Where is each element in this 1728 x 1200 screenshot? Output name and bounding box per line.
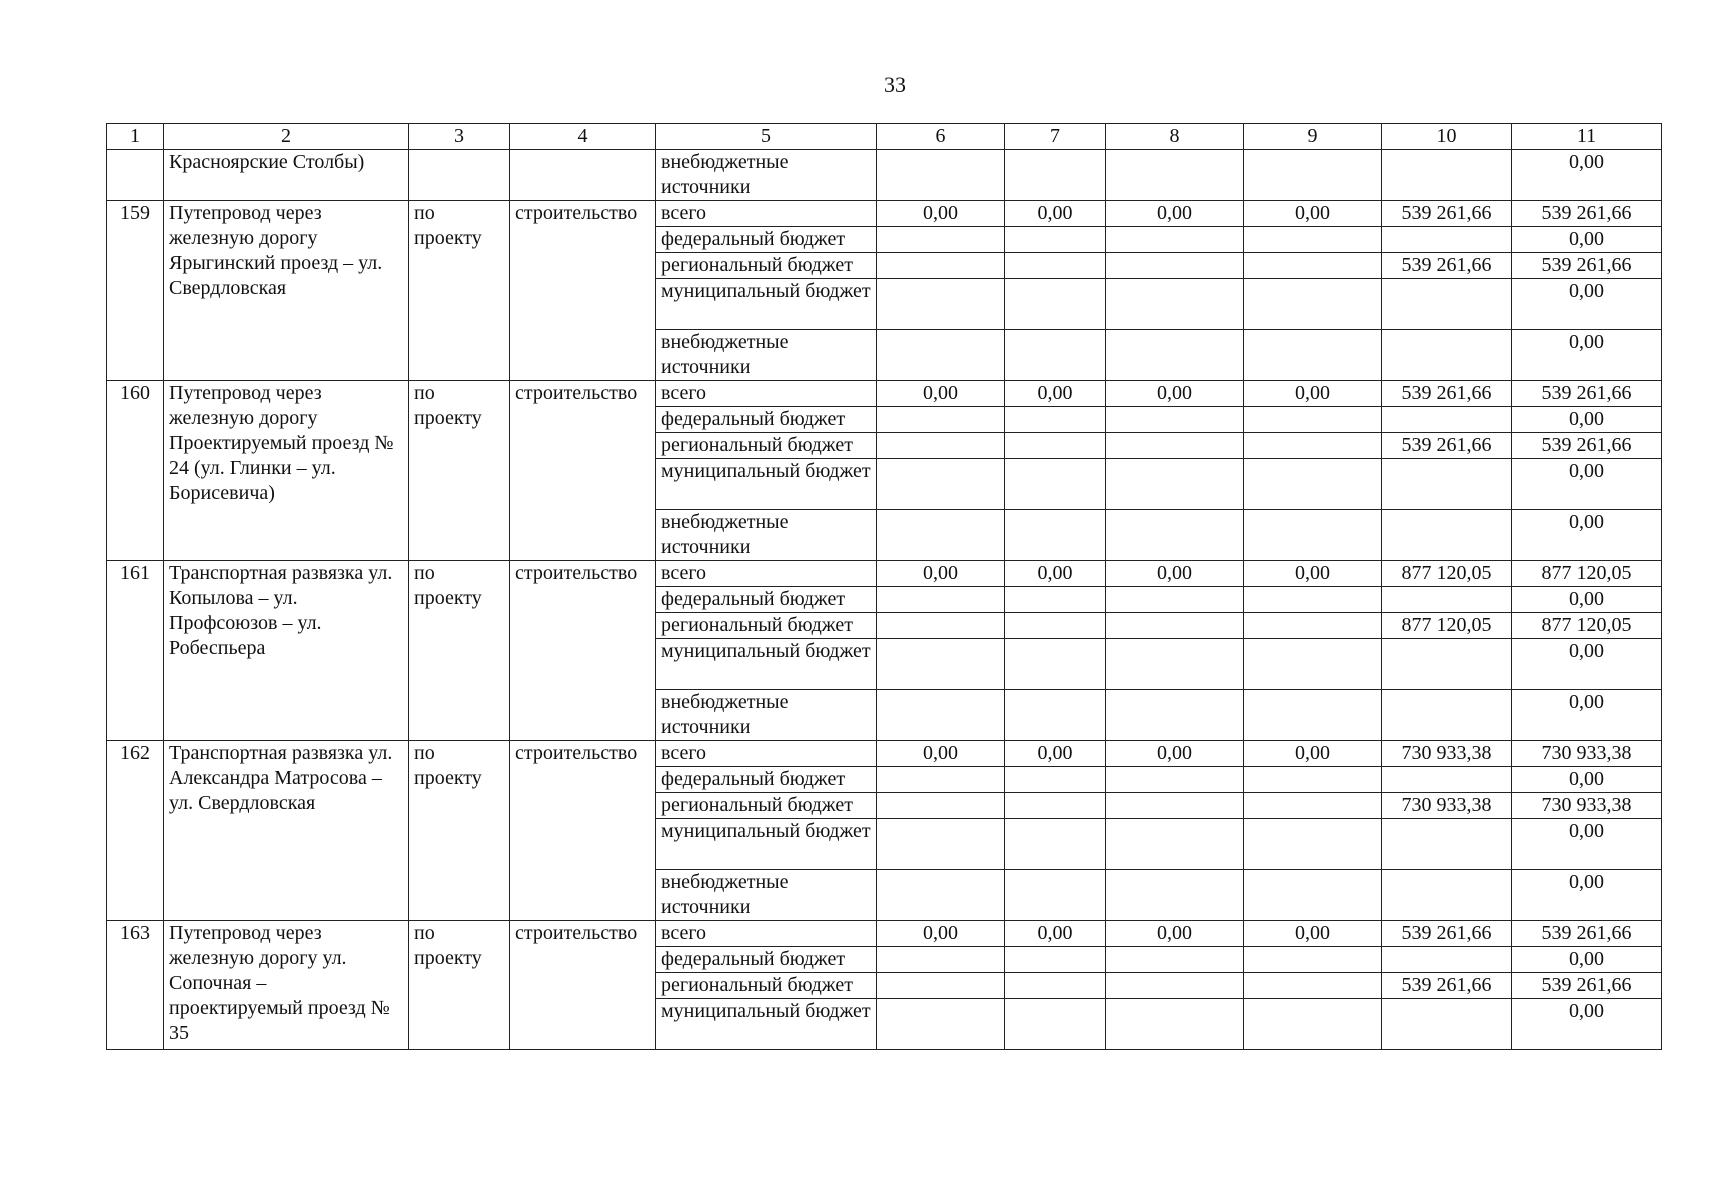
table-row bbox=[107, 741, 1662, 767]
value-cell bbox=[877, 150, 1005, 201]
value-cell: 0,00 bbox=[877, 381, 1005, 407]
col-header: 1 bbox=[107, 124, 164, 150]
cell bbox=[510, 150, 656, 201]
table-row bbox=[107, 381, 1662, 407]
value-cell bbox=[877, 870, 1005, 921]
table-row bbox=[107, 921, 1662, 947]
value-cell bbox=[1106, 973, 1244, 999]
value-cell: 0,00 bbox=[1512, 587, 1662, 613]
table-row bbox=[107, 201, 1662, 227]
value-cell bbox=[1382, 819, 1512, 870]
value-cell: 539 261,66 bbox=[1512, 381, 1662, 407]
value-cell bbox=[877, 793, 1005, 819]
value-cell bbox=[1106, 613, 1244, 639]
value-cell bbox=[1106, 639, 1244, 690]
value-cell: 877 120,05 bbox=[1512, 613, 1662, 639]
value-cell bbox=[1382, 150, 1512, 201]
value-cell: 539 261,66 bbox=[1512, 921, 1662, 947]
value-cell: 0,00 bbox=[1244, 741, 1382, 767]
value-cell bbox=[1244, 459, 1382, 510]
row-number: 162 bbox=[107, 741, 164, 921]
value-cell bbox=[1005, 819, 1106, 870]
funding-source: муниципальный бюджет bbox=[656, 639, 877, 690]
value-cell bbox=[1005, 690, 1106, 741]
value-cell bbox=[1382, 587, 1512, 613]
work-type: строительство bbox=[510, 381, 656, 561]
value-cell bbox=[1244, 999, 1382, 1050]
value-cell bbox=[1244, 433, 1382, 459]
value-cell bbox=[1244, 587, 1382, 613]
funding-source: муниципальный бюджет bbox=[656, 459, 877, 510]
value-cell bbox=[1005, 150, 1106, 201]
funding-source: федеральный бюджет bbox=[656, 227, 877, 253]
value-cell bbox=[1005, 587, 1106, 613]
value-cell bbox=[877, 999, 1005, 1050]
funding-source: региональный бюджет bbox=[656, 793, 877, 819]
value-cell: 0,00 bbox=[1512, 407, 1662, 433]
object-name: Транспортная развязка ул. Копылова – ул. Профсоюзов – ул. Робеспьера bbox=[164, 561, 409, 741]
table-row bbox=[107, 150, 1662, 201]
value-cell bbox=[1244, 613, 1382, 639]
value-cell bbox=[1244, 690, 1382, 741]
value-cell: 539 261,66 bbox=[1512, 433, 1662, 459]
value-cell: 0,00 bbox=[1106, 381, 1244, 407]
col-header: 2 bbox=[164, 124, 409, 150]
value-cell bbox=[1382, 459, 1512, 510]
value-cell bbox=[877, 459, 1005, 510]
table-row bbox=[107, 561, 1662, 587]
value-cell bbox=[1005, 330, 1106, 381]
value-cell bbox=[1382, 999, 1512, 1050]
work-basis: по проекту bbox=[409, 741, 510, 921]
value-cell: 0,00 bbox=[1005, 561, 1106, 587]
value-cell bbox=[877, 819, 1005, 870]
value-cell bbox=[877, 407, 1005, 433]
work-basis: по проекту bbox=[409, 201, 510, 381]
value-cell bbox=[1382, 947, 1512, 973]
value-cell bbox=[1106, 767, 1244, 793]
funding-source: федеральный бюджет bbox=[656, 767, 877, 793]
value-cell: 730 933,38 bbox=[1382, 741, 1512, 767]
work-type: строительство bbox=[510, 201, 656, 381]
value-cell bbox=[1005, 870, 1106, 921]
table-body bbox=[107, 124, 1662, 1050]
value-cell: 0,00 bbox=[1005, 201, 1106, 227]
value-cell bbox=[1106, 510, 1244, 561]
value-cell bbox=[1244, 973, 1382, 999]
value-cell bbox=[1005, 793, 1106, 819]
value-cell bbox=[1106, 793, 1244, 819]
value-cell bbox=[877, 227, 1005, 253]
value-cell: 0,00 bbox=[1512, 459, 1662, 510]
value-cell: 0,00 bbox=[1244, 381, 1382, 407]
value-cell bbox=[1106, 819, 1244, 870]
column-number-row bbox=[107, 124, 1662, 150]
col-header: 5 bbox=[656, 124, 877, 150]
value-cell bbox=[1106, 459, 1244, 510]
value-cell bbox=[1005, 253, 1106, 279]
value-cell bbox=[877, 330, 1005, 381]
value-cell bbox=[877, 279, 1005, 330]
funding-source: муниципальный бюджет bbox=[656, 279, 877, 330]
value-cell bbox=[1106, 587, 1244, 613]
value-cell: 539 261,66 bbox=[1382, 201, 1512, 227]
value-cell: 0,00 bbox=[1512, 999, 1662, 1050]
cell bbox=[409, 150, 510, 201]
value-cell: 0,00 bbox=[1512, 150, 1662, 201]
value-cell: 539 261,66 bbox=[1512, 973, 1662, 999]
value-cell bbox=[1244, 253, 1382, 279]
value-cell bbox=[1106, 330, 1244, 381]
value-cell: 730 933,38 bbox=[1512, 741, 1662, 767]
value-cell: 0,00 bbox=[1512, 227, 1662, 253]
value-cell: 0,00 bbox=[1512, 510, 1662, 561]
value-cell: 0,00 bbox=[1244, 561, 1382, 587]
value-cell bbox=[1382, 690, 1512, 741]
value-cell bbox=[1382, 407, 1512, 433]
value-cell bbox=[877, 639, 1005, 690]
value-cell bbox=[877, 947, 1005, 973]
value-cell bbox=[1382, 767, 1512, 793]
object-name: Транспортная развязка ул. Александра Матросова – ул. Свердловская bbox=[164, 741, 409, 921]
value-cell bbox=[1244, 870, 1382, 921]
value-cell: 0,00 bbox=[1244, 921, 1382, 947]
funding-source: федеральный бюджет bbox=[656, 407, 877, 433]
work-type: строительство bbox=[510, 921, 656, 1050]
value-cell: 0,00 bbox=[1005, 381, 1106, 407]
value-cell bbox=[1244, 150, 1382, 201]
work-basis: по проекту bbox=[409, 381, 510, 561]
object-name: Путепровод через железную дорогу ул. Сопочная – проектируемый проезд № 35 bbox=[164, 921, 409, 1050]
value-cell: 730 933,38 bbox=[1382, 793, 1512, 819]
value-cell bbox=[1005, 227, 1106, 253]
value-cell: 877 120,05 bbox=[1512, 561, 1662, 587]
value-cell: 539 261,66 bbox=[1382, 973, 1512, 999]
row-number: 163 bbox=[107, 921, 164, 1050]
work-type: строительство bbox=[510, 561, 656, 741]
value-cell bbox=[1106, 433, 1244, 459]
value-cell bbox=[1244, 510, 1382, 561]
row-number: 160 bbox=[107, 381, 164, 561]
value-cell bbox=[1005, 459, 1106, 510]
value-cell: 0,00 bbox=[1106, 561, 1244, 587]
value-cell: 0,00 bbox=[1244, 201, 1382, 227]
value-cell bbox=[1005, 973, 1106, 999]
value-cell bbox=[1106, 947, 1244, 973]
value-cell bbox=[877, 433, 1005, 459]
value-cell: 0,00 bbox=[1106, 921, 1244, 947]
value-cell bbox=[877, 510, 1005, 561]
value-cell bbox=[1244, 793, 1382, 819]
value-cell bbox=[1005, 407, 1106, 433]
funding-source: муниципальный бюджет bbox=[656, 819, 877, 870]
row-number: 159 bbox=[107, 201, 164, 381]
funding-source: региональный бюджет bbox=[656, 433, 877, 459]
value-cell: 877 120,05 bbox=[1382, 613, 1512, 639]
col-header: 9 bbox=[1244, 124, 1382, 150]
value-cell: 539 261,66 bbox=[1382, 921, 1512, 947]
value-cell: 0,00 bbox=[1512, 330, 1662, 381]
value-cell bbox=[1005, 767, 1106, 793]
funding-source: региональный бюджет bbox=[656, 253, 877, 279]
funding-source: внебюджетные источники bbox=[656, 510, 877, 561]
value-cell bbox=[1244, 279, 1382, 330]
budget-table bbox=[106, 123, 1662, 1050]
work-basis: по проекту bbox=[409, 921, 510, 1050]
page-number: 33 bbox=[884, 72, 906, 97]
value-cell bbox=[877, 587, 1005, 613]
funding-source: региональный бюджет bbox=[656, 973, 877, 999]
value-cell: 539 261,66 bbox=[1512, 201, 1662, 227]
value-cell: 0,00 bbox=[877, 921, 1005, 947]
value-cell bbox=[1106, 999, 1244, 1050]
value-cell: 0,00 bbox=[1512, 690, 1662, 741]
object-name: Путепровод через железную дорогу Проектируемый проезд № 24 (ул. Глинки – ул. Борисевича) bbox=[164, 381, 409, 561]
funding-source: внебюджетные источники bbox=[656, 150, 877, 201]
value-cell bbox=[1005, 433, 1106, 459]
value-cell bbox=[1244, 819, 1382, 870]
value-cell: 539 261,66 bbox=[1382, 253, 1512, 279]
value-cell bbox=[1005, 999, 1106, 1050]
value-cell: 0,00 bbox=[1512, 870, 1662, 921]
value-cell: 877 120,05 bbox=[1382, 561, 1512, 587]
object-name: Красноярские Столбы) bbox=[164, 150, 409, 201]
value-cell: 0,00 bbox=[1005, 921, 1106, 947]
value-cell bbox=[877, 613, 1005, 639]
value-cell bbox=[1106, 870, 1244, 921]
col-header: 7 bbox=[1005, 124, 1106, 150]
funding-source: федеральный бюджет bbox=[656, 587, 877, 613]
value-cell bbox=[1005, 613, 1106, 639]
value-cell: 0,00 bbox=[1512, 947, 1662, 973]
value-cell bbox=[1244, 947, 1382, 973]
value-cell: 539 261,66 bbox=[1382, 433, 1512, 459]
value-cell bbox=[1106, 227, 1244, 253]
value-cell bbox=[1382, 870, 1512, 921]
value-cell bbox=[1244, 227, 1382, 253]
funding-source: всего bbox=[656, 201, 877, 227]
value-cell bbox=[1244, 767, 1382, 793]
value-cell bbox=[1106, 690, 1244, 741]
value-cell: 0,00 bbox=[877, 561, 1005, 587]
value-cell: 0,00 bbox=[1005, 741, 1106, 767]
value-cell bbox=[1005, 639, 1106, 690]
value-cell bbox=[1382, 279, 1512, 330]
value-cell bbox=[877, 253, 1005, 279]
funding-source: всего bbox=[656, 381, 877, 407]
funding-source: всего bbox=[656, 561, 877, 587]
value-cell bbox=[1005, 947, 1106, 973]
value-cell: 0,00 bbox=[1106, 201, 1244, 227]
value-cell bbox=[1106, 150, 1244, 201]
value-cell bbox=[1244, 639, 1382, 690]
funding-source: всего bbox=[656, 921, 877, 947]
col-header: 4 bbox=[510, 124, 656, 150]
row-number: 161 bbox=[107, 561, 164, 741]
value-cell bbox=[1106, 279, 1244, 330]
value-cell: 0,00 bbox=[1512, 767, 1662, 793]
work-basis: по проекту bbox=[409, 561, 510, 741]
col-header: 6 bbox=[877, 124, 1005, 150]
col-header: 3 bbox=[409, 124, 510, 150]
value-cell bbox=[1382, 227, 1512, 253]
funding-source: внебюджетные источники bbox=[656, 330, 877, 381]
value-cell: 0,00 bbox=[1106, 741, 1244, 767]
row-number bbox=[107, 150, 164, 201]
col-header: 10 bbox=[1382, 124, 1512, 150]
value-cell: 730 933,38 bbox=[1512, 793, 1662, 819]
funding-source: федеральный бюджет bbox=[656, 947, 877, 973]
value-cell bbox=[1106, 253, 1244, 279]
value-cell: 0,00 bbox=[877, 741, 1005, 767]
value-cell: 0,00 bbox=[877, 201, 1005, 227]
col-header: 11 bbox=[1512, 124, 1662, 150]
value-cell bbox=[1382, 510, 1512, 561]
value-cell: 0,00 bbox=[1512, 639, 1662, 690]
funding-source: внебюджетные источники bbox=[656, 870, 877, 921]
value-cell bbox=[1244, 407, 1382, 433]
value-cell bbox=[1382, 330, 1512, 381]
value-cell bbox=[1106, 407, 1244, 433]
value-cell: 0,00 bbox=[1512, 279, 1662, 330]
value-cell bbox=[877, 973, 1005, 999]
col-header: 8 bbox=[1106, 124, 1244, 150]
work-type: строительство bbox=[510, 741, 656, 921]
value-cell bbox=[877, 767, 1005, 793]
object-name: Путепровод через железную дорогу Ярыгинский проезд – ул. Свердловская bbox=[164, 201, 409, 381]
value-cell: 539 261,66 bbox=[1512, 253, 1662, 279]
value-cell: 0,00 bbox=[1512, 819, 1662, 870]
funding-source: всего bbox=[656, 741, 877, 767]
value-cell: 539 261,66 bbox=[1382, 381, 1512, 407]
value-cell bbox=[877, 690, 1005, 741]
funding-source: муниципальный бюджет bbox=[656, 999, 877, 1050]
value-cell bbox=[1244, 330, 1382, 381]
funding-source: внебюджетные источники bbox=[656, 690, 877, 741]
value-cell bbox=[1005, 510, 1106, 561]
value-cell bbox=[1005, 279, 1106, 330]
funding-source: региональный бюджет bbox=[656, 613, 877, 639]
value-cell bbox=[1382, 639, 1512, 690]
